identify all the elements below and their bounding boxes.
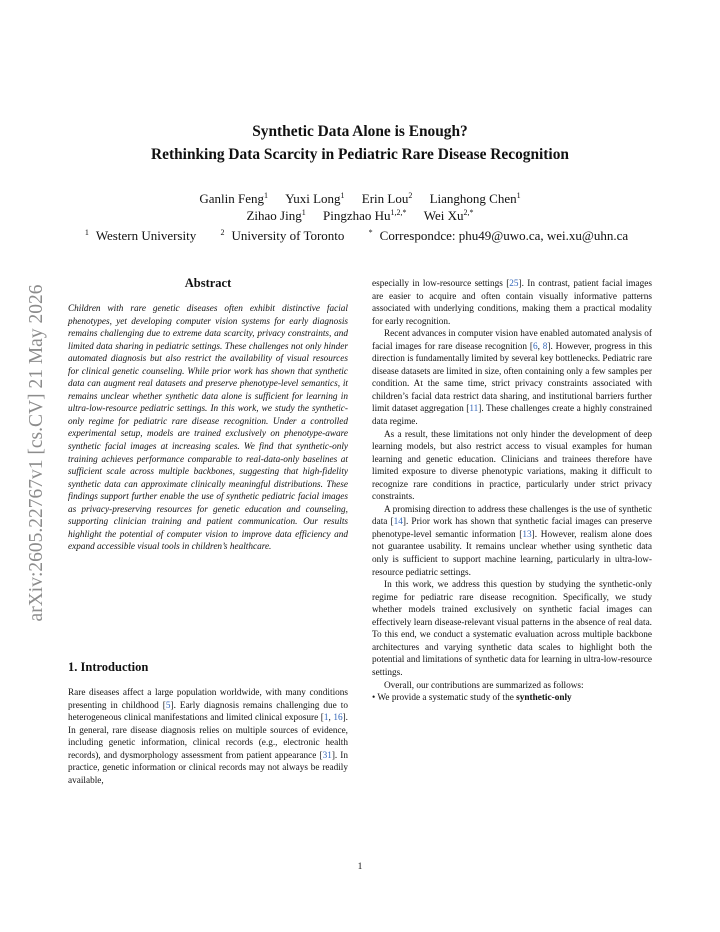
citation-link[interactable]: 8: [542, 341, 548, 352]
author-line-1: [0, 190, 720, 207]
author: Wei $Xu^{2,*}$: [423, 208, 474, 223]
body-paragraph: Overall, our contributions are summarized as follows:: [384, 680, 584, 691]
author: Zihao Jing$^1$: [246, 208, 306, 223]
arxiv-identifier-text: arXiv:2605.22767v1 [cs.CV] 21 May 2026: [26, 284, 47, 622]
citation-link[interactable]: 1: [323, 713, 329, 724]
paper-title-line-1: Synthetic Data Alone is Enough?: [252, 123, 468, 140]
citation-link[interactable]: 13: [522, 529, 532, 540]
affiliation: $^1$ Western University: [84, 228, 197, 243]
page-number: 1: [357, 862, 363, 872]
author: Yuxi Long$^1$: [285, 191, 345, 206]
author: Ganlin Feng$^1$: [199, 191, 269, 206]
body-paragraph: As a result, these limitations not only hinder the development of deep learning models, but also restrict access to visual examples for human learning and genetic education. Clinicians and trainees therefore have limited exposure to diverse phenotypic variations, making it difficult to recognize rare conditions in practice, particularly under strict privacy constraints.: [372, 429, 652, 503]
paper-title-line-2: Rethinking Data Scarcity in Pediatric Rare Disease Recognition: [151, 146, 569, 163]
abstract-heading: Abstract: [184, 276, 232, 290]
author: Erin Lou$^2$: [361, 191, 413, 206]
correspondence: * Correspondce: phu49@uwo.ca, wei.xu@uhn.ca: [368, 228, 629, 243]
citation-link[interactable]: 11: [469, 404, 479, 415]
abstract-text: Children with rare genetic diseases often exhibit distinctive facial phenotypes, yet developing computer vision systems for early diagnosis remains challenging due to extreme data scarcity, privacy constraints, and limited data sharing in pediatric settings. These challenges not only hinder automated diagnosis but also restrict the availability of visual resources for clinical genetic counseling. While prior work has shown that synthetic data can augment real datasets and preserve phenotype-level semantics, it remains unclear whether synthetic data alone is sufficient for learning in ultra-low-resource pediatric settings. In this work, we study the synthetic-only regime for pediatric rare disease recognition. Under a controlled experimental setup, models are trained exclusively on phenotype-aware synthetic facial images at increasing scales. We find that synthetic-only training achieves performance comparable to real-data-only baselines at sufficient scale across multiple backbones, suggesting that high-fidelity synthetic data can approximate clinically meaningful distributions. These findings support further enable the use of synthetic pediatric facial images as privacy-preserving resources for genetic education and counseling, supporting clinician training and patient communication. Our results highlight the potential of computer vision to improve data efficiency and expand accessible visual tools in children’s healthcare.: [68, 304, 348, 553]
introduction-section: [68, 660, 348, 787]
introduction-heading: 1. Introduction: [68, 660, 149, 674]
body-paragraph: especially in low-resource settings [25]. In contrast, patient facial images are easier to acquire and often contain visually informative patterns associated with underlying conditions, making them a practical modality for early recognition.: [372, 279, 652, 327]
left-column: [68, 276, 348, 554]
contribution-bullet: • We provide a systematic study of the synthetic-only: [372, 693, 572, 704]
bullet-symbol: •: [372, 693, 376, 704]
affiliation: $^2$ University of Toronto: [220, 228, 345, 243]
citation-link[interactable]: 31: [322, 750, 332, 761]
arxiv-identifier-stamp: [15, 258, 55, 648]
intro-paragraph: Rare diseases affect a large population worldwide, with many conditions presenting in childhood [5]. Early diagnosis remains challenging due to heterogeneous clinical manifestations and limited clinical exposure [1, 16]. In general, rare disease diagnosis relies on multiple sources of evidence, including genetic information, clinical records (e.g., electronic health records), and dysmorphology assessment from patient appearance [31]. In practice, genetic information or clinical records may not always be readily available,: [68, 688, 348, 786]
citation-link[interactable]: 6: [532, 341, 538, 352]
citation-link[interactable]: 5: [165, 700, 171, 711]
citation-link[interactable]: 14: [393, 517, 403, 528]
body-paragraph: A promising direction to address these challenges is the use of synthetic data [14]. Prior work has shown that synthetic facial images can preserve phenotype-level semantic information [13]. However, realism alone does not guarantee usability. It remains unclear whether using synthetic data only is sufficient to support machine learning, particularly in ultra-low-resource pediatric settings.: [372, 504, 653, 578]
body-paragraph: In this work, we address this question by studying the synthetic-only regime for pediatric rare disease recognition. Specifically, we study whether models trained exclusively on synthetic facial images can effectively learn disease-relevant visual patterns in the absence of real data. To this end, we conduct a systematic evaluation across multiple backbone architectures and varying synthetic data scales to highlight both the potential and limitations of synthetic data for learning in ultra-low-resource settings.: [372, 580, 652, 678]
body-paragraph: Recent advances in computer vision have enabled automated analysis of facial images for rare disease recognition [6, 8]. However, progress in this direction is fundamentally limited by several key bottlenecks. Pediatric rare disease datasets are limited in size, often containing only a few samples per condition. At the same time, strict privacy constraints associated with children’s facial data restrict data sharing, and institutional barriers further limit dataset aggregation [11]. These challenges create a highly constrained data regime.: [372, 329, 653, 428]
affiliations: [0, 227, 720, 244]
author: Lianghong Chen$^1$: [429, 191, 521, 206]
citation-link[interactable]: 16: [333, 713, 343, 724]
author-line-2: [0, 207, 720, 224]
author: Pingzhao $Hu^{1,2,*}$: [322, 208, 407, 223]
citation-link[interactable]: 25: [509, 279, 519, 289]
right-column: [372, 278, 652, 705]
